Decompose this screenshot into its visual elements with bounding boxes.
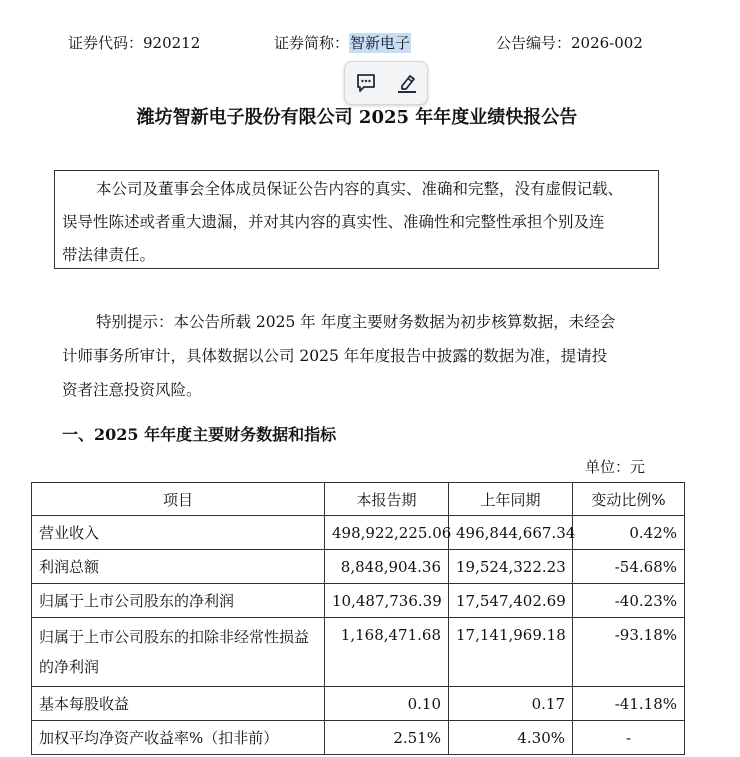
item-cell: 归属于上市公司股东的扣除非经常性损益的净利润	[32, 618, 325, 687]
change-ratio-cell: -93.18%	[573, 618, 685, 687]
notice-line: 特别提示：本公告所载 2025 年 年度主要财务数据为初步核算数据，未经会	[96, 313, 616, 331]
change-ratio-cell: -	[573, 721, 685, 755]
change-ratio-cell: -40.23%	[573, 584, 685, 618]
change-ratio-cell: -54.68%	[573, 550, 685, 584]
current-period-cell: 1,168,471.68	[325, 618, 449, 687]
table-row	[32, 618, 685, 687]
document-title: 潍坊智新电子股份有限公司 2025 年年度业绩快报公告	[136, 107, 578, 128]
item-cell: 利润总额	[32, 550, 325, 584]
column-header: 变动比例%	[573, 483, 685, 516]
unit-label: 单位：元	[585, 458, 646, 476]
selected-text-highlight[interactable]: 智新电子	[350, 34, 411, 52]
table-row	[32, 516, 685, 550]
previous-period-cell: 496,844,667.34	[449, 516, 573, 550]
comment-icon	[355, 72, 377, 94]
table-row	[32, 550, 685, 584]
current-period-cell: 10,487,736.39	[325, 584, 449, 618]
previous-period-cell: 17,547,402.69	[449, 584, 573, 618]
column-header: 本报告期	[325, 483, 449, 516]
disclaimer-line: 带法律责任。	[62, 246, 156, 264]
stock-abbreviation-label: 证券简称：	[274, 34, 350, 52]
section-heading: 一、2025 年年度主要财务数据和指标	[62, 425, 337, 444]
highlighter-icon	[396, 72, 418, 94]
change-ratio-cell: 0.42%	[573, 516, 685, 550]
item-cell: 营业收入	[32, 516, 325, 550]
notice-line: 资者注意投资风险。	[62, 381, 202, 399]
table-row	[32, 687, 685, 721]
financial-data-table	[31, 482, 685, 755]
item-cell: 基本每股收益	[32, 687, 325, 721]
notice-number: 公告编号：2026-002	[496, 34, 643, 52]
current-period-cell: 2.51%	[325, 721, 449, 755]
previous-period-cell: 0.17	[449, 687, 573, 721]
disclaimer-line: 本公司及董事会全体成员保证公告内容的真实、准确和完整，没有虚假记载、	[96, 180, 624, 198]
item-cell: 归属于上市公司股东的净利润	[32, 584, 325, 618]
column-header: 项目	[32, 483, 325, 516]
notice-line: 计师事务所审计，具体数据以公司 2025 年年度报告中披露的数据为准，提请投	[62, 347, 608, 365]
change-ratio-cell: -41.18%	[573, 687, 685, 721]
previous-period-cell: 19,524,322.23	[449, 550, 573, 584]
stock-abbreviation	[274, 32, 411, 53]
current-period-cell: 8,848,904.36	[325, 550, 449, 584]
previous-period-cell: 4.30%	[449, 721, 573, 755]
highlight-button[interactable]	[392, 68, 422, 98]
stock-code: 证券代码：920212	[68, 34, 201, 52]
comment-button[interactable]	[351, 68, 381, 98]
current-period-cell: 498,922,225.06	[325, 516, 449, 550]
disclaimer-line: 误导性陈述或者重大遗漏，并对其内容的真实性、准确性和完整性承担个别及连	[62, 213, 605, 231]
table-row	[32, 721, 685, 755]
item-cell: 加权平均净资产收益率%（扣非前）	[32, 721, 325, 755]
selection-toolbar	[344, 61, 428, 105]
table-header-row	[32, 483, 685, 516]
table-row	[32, 584, 685, 618]
column-header: 上年同期	[449, 483, 573, 516]
previous-period-cell: 17,141,969.18	[449, 618, 573, 687]
current-period-cell: 0.10	[325, 687, 449, 721]
